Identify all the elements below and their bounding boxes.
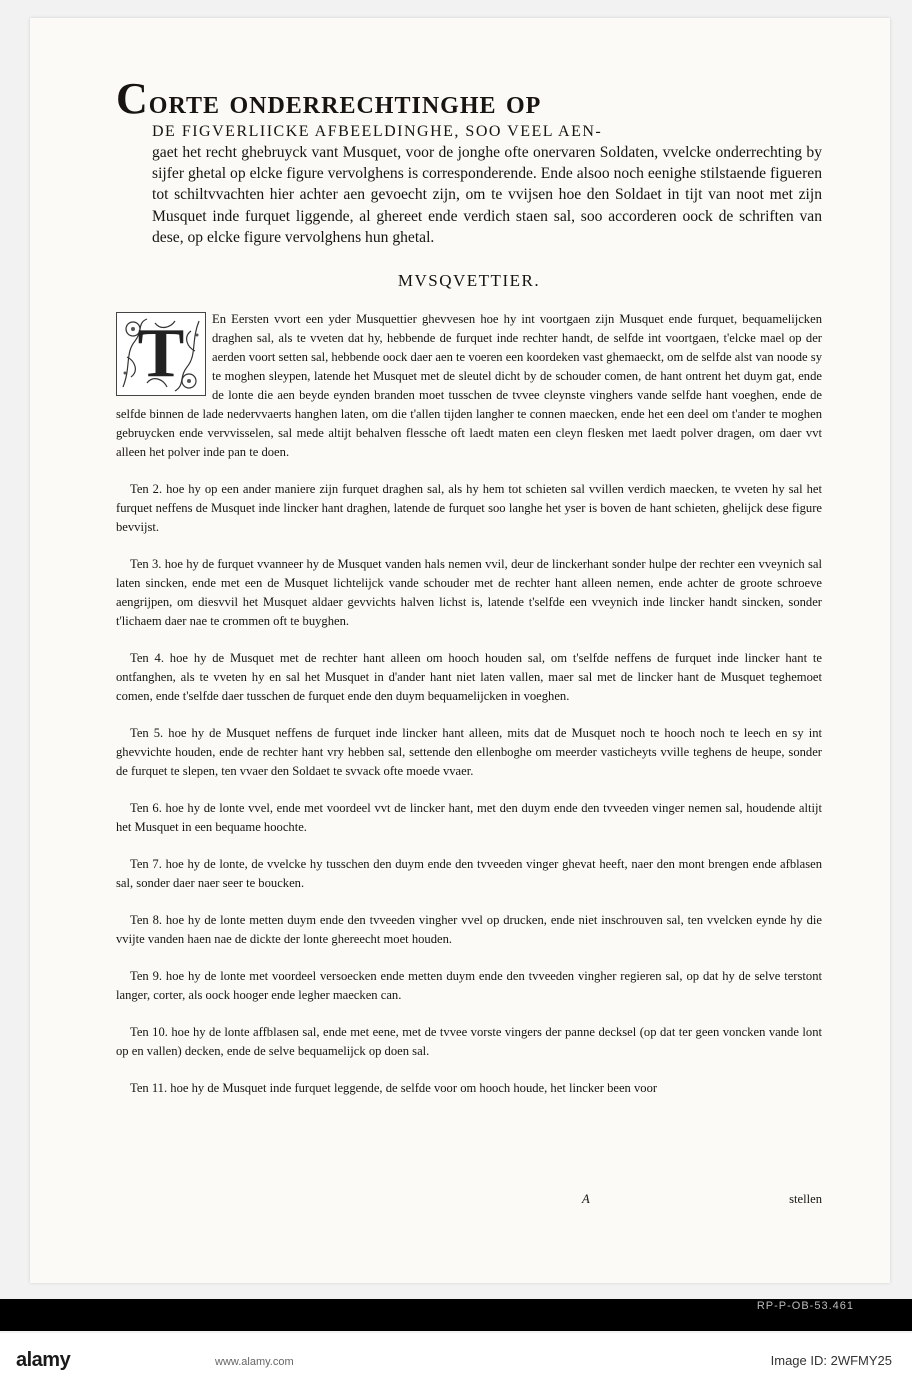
catchword: stellen	[789, 1192, 822, 1206]
paragraph-1	[116, 310, 822, 462]
stock-logo: alamy	[16, 1349, 71, 1371]
title-rest: orte onderrechtinghe op	[148, 84, 542, 121]
decorated-initial	[116, 312, 206, 396]
intro-text: gaet het recht ghebruyck vant Musquet, voor de jonghe ofte onervaren Soldaten, vvelcke onderrechting by sijfer ghetal op elcke figure vervolghens is corresponderende. Ende alsoo noch eenighe stilstaende figueren tot schiltvvachten hier achter aen gevoecht zijn, om te vvijsen hoe den Soldaet in tijt van noot met zijn Musquet inde furquet liggende, al ghereet ende verdich staen sal, soo accorderen oock de schriften van dese, op elcke figure vervolghens hun ghetal.	[152, 144, 822, 246]
paragraph-7: Ten 7. hoe hy de lonte, de vvelcke hy tusschen den duym ende den tvveeden vinger ghevat heeft, naer den mont brengen ende afblasen sal, sonder daer naer seer te boucken.	[116, 857, 822, 891]
stock-url: www.alamy.com	[215, 1356, 294, 1368]
page-footer	[116, 1192, 822, 1212]
paragraph-text: En Eersten vvort een yder Musquettier ghevvesen hoe hy int voortgaen zijn Musquet ende furquet, bequamelijcken draghen sal, als te vveten dat hy, hebbende de furquet inde rechter handt, de selfde int voortgaen, t'elcke mael op der aerden voort setten sal, hebbende oock daer aen te voeren een koordeken vast ghemaeckt, om de selfde alst van noode sy te moghen sleypen, latende het Musquet met de sleutel dicht by de schouder comen, de hant ontrent het duym gat, ende de lonte die aen beyde eynden branden moet tusschen de tvvee cleynste vinghers vande selfde hant voeghen, ende de selfde binnen de lade nedervvaerts hanghen laten, om die t'allen tijden langher te connen maecken, ende het een deel om t'ander te moghen gebruycken ende vervvisselen, sal mede altijt behalven flessche oft laedt maten een cleyn flesken met laedt polver dragen, om daer vvt alleen het polver inde pan te doen.	[116, 312, 822, 460]
paragraph-11: Ten 11. hoe hy de Musquet inde furquet leggende, de selfde voor om hooch houde, het lincker been voor	[130, 1081, 658, 1096]
paragraph-5: Ten 5. hoe hy de Musquet neffens de furquet inde lincker hant alleen, mits dat de Musquet noch te hooch noch te leech en sy int ghevvichte houden, ende de rechter hant vry hebben sal, settende den ellenboghe om meerder vasticheyts vville teghens de heupe, sonder de furquet te slepen, ten vvaer den Soldaet te svvack ofte moede vvaer.	[116, 726, 822, 779]
paragraph-3: Ten 3. hoe hy de furquet vvanneer hy de Musquet vanden hals nemen vvil, deur de linckerhant sonder hulpe der rechter een vveynich sal laten sincken, ende met een de Musquet lichtelijck vande schouder met de rechter hant alleen nemen, ende achter de groote schroeve aengrijpen, om diesvvil het Musquet aldaer gevvichts halven lichst is, latende t'selfde een vveynich inde lincker handt sincken, sonder t'lichaem daer nae te crommen oft te buyghen.	[116, 557, 822, 629]
section-title: MVSQVETTIER.	[397, 271, 541, 291]
drop-cap-letter: T	[137, 315, 185, 393]
accession-number: RP-P-OB-53.461	[756, 1300, 854, 1312]
paragraph-8: Ten 8. hoe hy de lonte metten duym ende den tvveeden vingher vvel op drucken, ende niet inschrouven sal, ten vvelcken eynde hy die vvijte vanden haen nae de dickte der lonte ghereecht moet houden.	[116, 913, 822, 947]
paragraph-6: Ten 6. hoe hy de lonte vvel, ende met voordeel vvt de lincker hant, met den duym ende den tvveeden vinger nemen sal, houdende altijt het Musquet in een bequame hoochte.	[116, 801, 822, 835]
paragraph-10: Ten 10. hoe hy de lonte affblasen sal, ende met eene, met de tvvee vorste vingers der panne decksel (op dat ter geen voncken vande lont op en vallen) decken, ende de selve bequamelijck op doen sal.	[116, 1025, 822, 1059]
paragraph-4: Ten 4. hoe hy de Musquet met de rechter hant alleen om hooch houden sal, om t'selfde neffens de furquet inde lincker hant te ontfanghen, als te vveten hy en sal het Musquet in d'ander hant niet laten vallen, maer sal met de lincker hant de Musquet teghemoet comen, ende t'selfde daer tusschen de furquet ende den duym bequamelijcken in voeghen.	[116, 651, 822, 704]
signature-mark: A	[582, 1192, 590, 1206]
paragraph-9: Ten 9. hoe hy de lonte met voordeel versoecken ende metten duym ende den tvveeden vingher regieren sal, op dat hy de selve terstont langer, corter, als oock hooger ende legher maecken can.	[116, 969, 822, 1003]
title-line-1	[116, 74, 822, 123]
title-line-2: DE FIGVERLIICKE AFBEELDINGHE, SOO VEEL AEN-	[152, 123, 603, 140]
stock-image-id: Image ID: 2WFMY25	[770, 1353, 892, 1368]
paragraph-2: Ten 2. hoe hy op een ander maniere zijn furquet draghen sal, als hy hem tot schieten sal vvillen verdich maecken, te vveten hy sal het furquet neffens de Musquet inde lincker hant draghen, latende de furquet soo langhe het yser is boven de hant schieten, ghelijck dese figure bevvijst.	[116, 482, 822, 535]
title-initial: C	[116, 74, 149, 123]
document-body	[116, 74, 822, 1116]
